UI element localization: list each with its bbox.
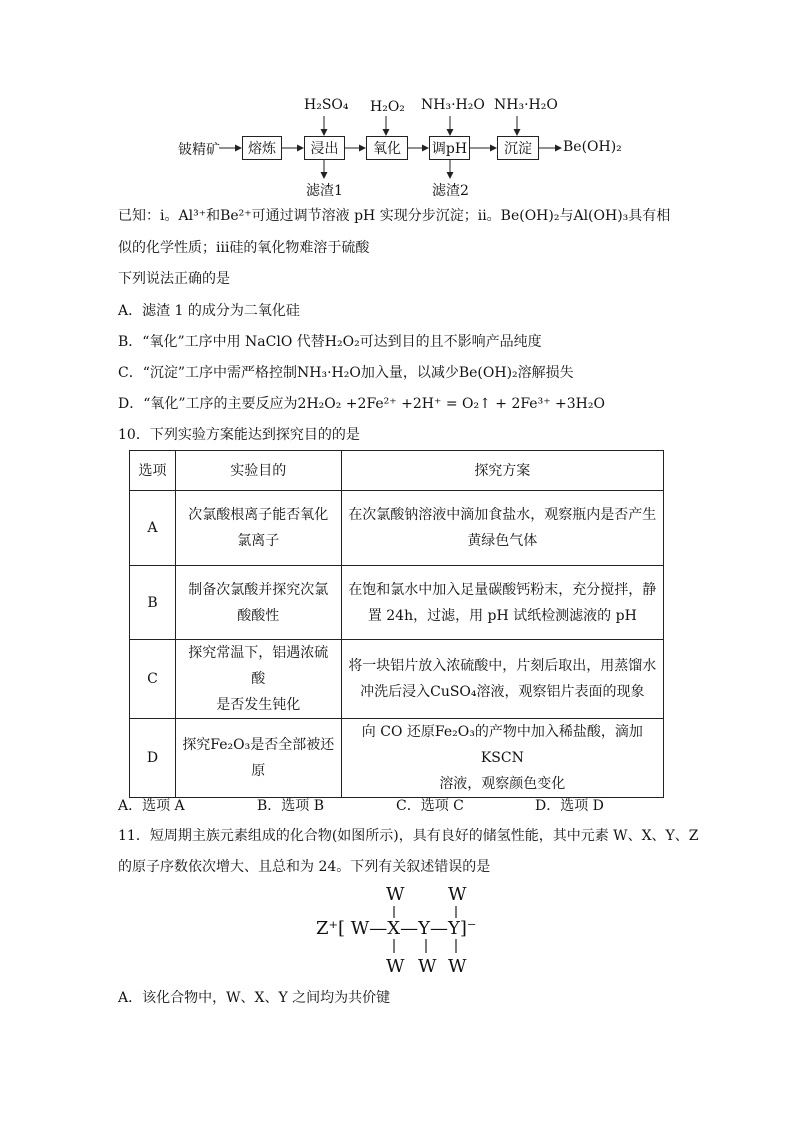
known-line-2: 似的化学性质；ⅲ硅的氧化物难溶于硫酸 bbox=[118, 240, 370, 256]
row-goal bbox=[175, 566, 341, 640]
row-goal-line: 探究常温下，铝遇浓硫酸 bbox=[188, 645, 329, 687]
row-plan-line: 冲洗后浸入CuSO₄溶液，观察铝片表面的现象 bbox=[360, 684, 645, 700]
row-option: C bbox=[130, 640, 176, 719]
table-header-goal: 实验目的 bbox=[175, 451, 341, 491]
row-plan-line: 在饱和氯水中加入足量碳酸钙粉末，充分搅拌，静 bbox=[348, 581, 657, 598]
flow-reagent-h2o2: H₂O₂ bbox=[370, 99, 405, 115]
row-goal bbox=[175, 640, 341, 719]
q10-answer-c: C．选项 C bbox=[396, 798, 464, 814]
row-plan bbox=[341, 491, 663, 566]
q9-option-c: C．“沉淀”工序中需严格控制NH₃·H₂O加入量，以减少Be(OH)₂溶解损失 bbox=[118, 365, 574, 381]
q10-answer-a: A．选项 A bbox=[118, 798, 185, 814]
table-row bbox=[130, 719, 664, 798]
row-goal-line: 是否发生钝化 bbox=[216, 697, 301, 713]
flow-step-leaching: 浸出 bbox=[304, 136, 345, 160]
row-plan-line: 将一块铝片放入浓硫酸中，片刻后取出，用蒸馏水 bbox=[348, 658, 657, 674]
row-goal-line: 氯离子 bbox=[237, 533, 280, 549]
row-plan-line: 溶液，观察颜色变化 bbox=[439, 776, 566, 792]
table-row bbox=[130, 640, 664, 719]
row-plan-line: 置 24h，过滤，用 pH 试纸检测滤液的 pH bbox=[367, 607, 637, 624]
table-row bbox=[130, 566, 664, 640]
q11-line-2: 的原子序数依次增大、且总和为 24。下列有关叙述错误的是 bbox=[118, 859, 491, 875]
row-option: B bbox=[130, 566, 176, 640]
table-header-option: 选项 bbox=[130, 451, 176, 491]
row-goal-line: 次氯酸根离子能否氧化 bbox=[188, 507, 329, 523]
row-option: A bbox=[130, 491, 176, 566]
structure-main: Z⁺[ W—X—Y—Y]⁻ bbox=[316, 918, 477, 939]
flow-residue-1: 滤渣1 bbox=[306, 183, 343, 199]
row-plan bbox=[341, 640, 663, 719]
row-plan bbox=[341, 566, 663, 640]
flow-start: 铍精矿 bbox=[178, 142, 220, 158]
flow-product: Be(OH)₂ bbox=[563, 139, 622, 155]
structure-w-bottom-2: W bbox=[418, 956, 437, 977]
q10-title: 10．下列实验方案能达到探究目的的是 bbox=[118, 427, 360, 443]
row-goal-line: 探究Fe₂O₃是否全部被还 bbox=[182, 737, 335, 753]
row-goal-line: 酸酸性 bbox=[237, 607, 280, 624]
structure-w-top-2: W bbox=[448, 884, 467, 905]
experiment-table bbox=[129, 450, 664, 798]
q11-line-1: 11．短周期主族元素组成的化合物(如图所示)，具有良好的储氢性能，其中元素 W、X、Y、Z bbox=[118, 828, 699, 844]
row-plan bbox=[341, 719, 663, 798]
row-plan-line: 黄绿色气体 bbox=[467, 533, 538, 549]
structure-w-bottom-3: W bbox=[448, 956, 467, 977]
q11-option-a: A．该化合物中，W、X、Y 之间均为共价键 bbox=[118, 990, 391, 1006]
row-plan-line: 在次氯酸钠溶液中滴加食盐水，观察瓶内是否产生 bbox=[348, 507, 657, 523]
flow-step-precipitation: 沉淀 bbox=[497, 136, 539, 160]
structure-w-bottom-1: W bbox=[386, 956, 405, 977]
q9-prompt: 下列说法正确的是 bbox=[118, 271, 230, 287]
row-goal-line: 制备次氯酸并探究次氯 bbox=[188, 581, 329, 598]
row-plan-line: 向 CO 还原Fe₂O₃的产物中加入稀盐酸，滴加 KSCN bbox=[361, 724, 643, 766]
row-goal bbox=[175, 719, 341, 798]
flow-residue-2: 滤渣2 bbox=[432, 183, 469, 199]
flow-reagent-h2so4: H₂SO₄ bbox=[304, 97, 349, 113]
flow-reagent-nh3-1: NH₃·H₂O bbox=[421, 97, 485, 113]
q9-option-d: D．“氧化”工序的主要反应为2H₂O₂ +2Fe²⁺ +2H⁺ = O₂↑ + 2Fe³⁺ +3H₂O bbox=[118, 396, 605, 412]
flow-step-oxidation: 氧化 bbox=[366, 136, 408, 160]
q10-answer-b: B．选项 B bbox=[257, 798, 325, 814]
structure-w-top-1: W bbox=[386, 884, 405, 905]
row-goal bbox=[175, 491, 341, 566]
flow-step-smelting: 熔炼 bbox=[242, 136, 282, 160]
q9-option-a: A．滤渣 1 的成分为二氧化硅 bbox=[118, 303, 300, 319]
q10-answer-d: D．选项 D bbox=[535, 798, 604, 814]
flow-reagent-nh3-2: NH₃·H₂O bbox=[494, 97, 558, 113]
row-option: D bbox=[130, 719, 176, 798]
table-header-plan: 探究方案 bbox=[341, 451, 663, 491]
known-line-1: 已知：ⅰ。Al³⁺和Be²⁺可通过调节溶液 pH 实现分步沉淀；ⅱ。Be(OH)₂与Al(OH)₃具有相 bbox=[118, 208, 671, 224]
table-header-row bbox=[130, 451, 664, 491]
flow-step-adjust-ph: 调pH bbox=[429, 136, 470, 160]
table-row bbox=[130, 491, 664, 566]
q9-option-b: B．“氧化”工序中用 NaClO 代替H₂O₂可达到目的且不影响产品纯度 bbox=[118, 334, 542, 350]
row-goal-line: 原 bbox=[251, 763, 266, 779]
